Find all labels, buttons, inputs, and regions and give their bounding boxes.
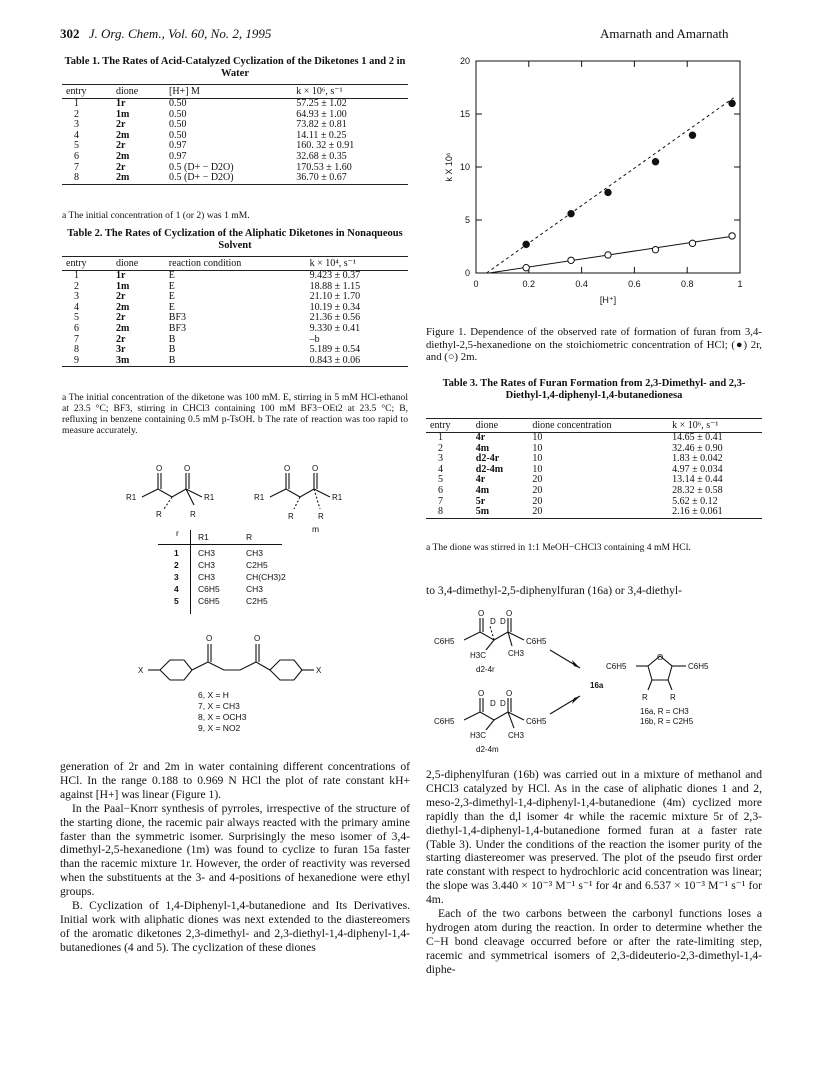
- table-cell: 14.65 ± 0.41: [672, 432, 723, 443]
- table-row: [426, 507, 762, 518]
- svg-text:X: X: [138, 666, 144, 675]
- sub-header-r: R: [246, 532, 253, 542]
- table-cell: 160. 32 ± 0.91: [296, 140, 355, 152]
- y-axis-label: k X 10⁶: [444, 152, 454, 182]
- table-row: [62, 99, 408, 110]
- table-cell: 1: [438, 432, 443, 443]
- table-cell: 1: [74, 270, 79, 281]
- table-cell: B: [168, 333, 176, 345]
- page-number: 302: [60, 26, 80, 41]
- table-cell: 3m: [112, 356, 165, 367]
- table-cell: 1r: [116, 98, 126, 109]
- svg-text:C6H5: C6H5: [434, 717, 455, 726]
- x-tick-label: 0: [473, 279, 479, 289]
- svg-text:R: R: [318, 512, 324, 521]
- t3-header-2: dione concentration: [528, 419, 668, 433]
- t1-header-2: [H+] M: [165, 85, 292, 99]
- svg-text:O: O: [184, 465, 191, 473]
- table-cell: 4r: [475, 432, 486, 443]
- t3-header-0: entry: [426, 419, 472, 433]
- table-cell: 0.97: [169, 140, 187, 152]
- svg-text:O: O: [506, 689, 513, 698]
- table1-caption: Table 1. The Rates of Acid-Catalyzed Cyclization of the Diketones 1 and 2 in Water: [64, 56, 406, 79]
- table-row: [62, 141, 408, 152]
- table3-caption: Table 3. The Rates of Furan Formation from 2,3-Dimethyl- and 2,3-Diethyl-1,4-diphenyl-1,4-butanedionesa: [442, 378, 746, 401]
- table2-footnote: a The initial concentration of the diketone was 100 mM. E, stirring in 5 mM HCl-ethanol at 23.5 °C; BF3, stirring in CHCl3 containing 100 mM BF3−OEt2 at 23.5 °C; B, refluxing in benzene containing 0.5 mM p-TsOH. b The rate of reaction was too rapid to measure accurately.: [62, 392, 408, 436]
- svg-text:O: O: [657, 653, 664, 662]
- table-cell: 7: [74, 161, 79, 173]
- table-cell: –b: [309, 333, 320, 345]
- table-cell: 2r: [115, 312, 126, 324]
- table-cell: 5: [74, 312, 79, 324]
- t1-header-0: entry: [62, 85, 112, 99]
- table-cell: 4r: [475, 474, 486, 486]
- data-point: [729, 233, 735, 239]
- svg-text:C6H5: C6H5: [688, 662, 709, 671]
- table-cell: 4m: [475, 442, 490, 454]
- svg-text:R1: R1: [126, 493, 137, 502]
- svg-text:C6H5: C6H5: [526, 717, 547, 726]
- table-cell: 20: [532, 484, 543, 496]
- svg-text:O: O: [254, 634, 261, 643]
- x-substituent: 9, X = NO2: [198, 723, 241, 733]
- table-row: [62, 356, 408, 367]
- table-cell: 3: [74, 291, 79, 303]
- table-cell: 4: [74, 301, 79, 313]
- table-cell: 3: [74, 119, 79, 131]
- data-point: [652, 246, 658, 252]
- table-cell: 2m: [116, 150, 130, 162]
- data-point: [652, 159, 658, 165]
- svg-text:R1: R1: [332, 493, 343, 502]
- svg-text:CH3: CH3: [508, 649, 525, 658]
- svg-text:O: O: [284, 465, 291, 473]
- journal-citation: J. Org. Chem., Vol. 60, No. 2, 1995: [88, 26, 272, 41]
- table-row: [62, 173, 408, 184]
- t1-header-3: k × 10⁶, s⁻¹: [292, 85, 408, 99]
- svg-text:CH3: CH3: [508, 731, 525, 740]
- table-cell: 32.68 ± 0.35: [296, 150, 347, 162]
- y-tick-label: 0: [464, 268, 470, 278]
- table-cell: 73.82 ± 0.81: [296, 119, 347, 131]
- svg-text:d2-4r: d2-4r: [476, 665, 495, 674]
- table-cell: 10.19 ± 0.34: [309, 301, 361, 313]
- data-point: [523, 241, 529, 247]
- table-cell: 1.83 ± 0.042: [672, 453, 723, 465]
- paragraph: In the Paal−Knorr synthesis of pyrroles, irrespective of the structure of the starting dione, the racemic pair always reacted with the primary amine faster than the symmetric isomer. Surprisingly the meso isomer of 3,4-dimethyl-2,5-hexanedione (1m) was found to cyclize to furan 15a faster than the racemic mixture 1r. However, the order of reactivity was reversed when the substituents at the 3- and 4-positions of hexanedione were ethyl groups.: [60, 801, 410, 899]
- table-row: [62, 271, 408, 282]
- table-cell: 6: [74, 322, 79, 334]
- svg-text:O: O: [312, 465, 319, 473]
- table-cell: 5m: [472, 507, 529, 518]
- table-cell: 0.50: [169, 129, 187, 141]
- deuterio-scheme: [430, 610, 760, 760]
- table-cell: 2r: [116, 119, 126, 131]
- table-cell: 18.88 ± 1.15: [309, 280, 361, 292]
- svg-text:O: O: [156, 465, 163, 473]
- table-cell: 36.70 ± 0.67: [292, 173, 408, 184]
- table-cell: 10: [532, 453, 543, 465]
- table-cell: 170.53 ± 1.60: [296, 161, 352, 173]
- table-cell: 2r: [115, 333, 126, 345]
- table1: [62, 84, 408, 185]
- table-cell: 21.10 ± 1.70: [309, 291, 361, 303]
- table-cell: E: [168, 291, 175, 303]
- paragraph: 2,5-diphenylfuran (16b) was carried out in a mixture of methanol and CHCl3 catalyzed by HCl. As in the case of aliphatic diones 1 and 2, meso-2,3-dimethyl-1,4-diphenyl-1,4-butanedione (4m) cyclized more rapidly than the d,l isomer 4r while the racemic mixture 5r of 2,3-diethyl-1,4-diphenyl-1,4-butanedione formed furan at a faster rate (Table 3). Under the conditions of the reaction the isomer purity of the starting diastereomer was preserved. The plot of the pseudo first order rate constant with respect to hydrochloric acid concentration was linear; the slope was 3.440 × 10⁻³ M⁻¹ s⁻¹ for 4r and 6.537 × 10⁻³ M⁻¹ s⁻¹ for 4m.: [426, 768, 762, 907]
- sub-header-r1: R1: [198, 532, 209, 542]
- paragraph: generation of 2r and 2m in water containing different concentrations of HCl. In the range 0.188 to 0.969 N HCl the plot of rate constant kH+ against [H+] was linear (Figure 1).: [60, 760, 410, 801]
- x-axis-label: [H⁺]: [599, 295, 617, 305]
- table-cell: 2m: [115, 322, 130, 334]
- t2-header-3: k × 10⁴, s⁻¹: [306, 257, 408, 271]
- data-point: [605, 189, 611, 195]
- svg-text:H3C: H3C: [470, 651, 487, 660]
- data-point: [523, 265, 529, 271]
- svg-text:16a, R = CH3: 16a, R = CH3: [640, 707, 689, 716]
- svg-text:R1: R1: [204, 493, 215, 502]
- table-cell: 0.50: [169, 108, 187, 120]
- y-tick-label: 20: [459, 56, 470, 66]
- svg-text:O: O: [478, 610, 485, 618]
- table2-caption: Table 2. The Rates of Cyclization of the Aliphatic Diketones in Nonaqueous Solvent: [67, 228, 403, 251]
- table-cell: 2m: [112, 173, 165, 184]
- table-cell: 20: [528, 507, 668, 518]
- table-cell: 1m: [115, 280, 130, 292]
- table-cell: 7: [438, 495, 443, 507]
- x-tick-label: 0.6: [628, 279, 641, 289]
- figure1-chart: [440, 55, 760, 320]
- x-tick-label: 0.8: [680, 279, 694, 289]
- table-row: [62, 152, 408, 163]
- table-cell: 3: [438, 453, 443, 465]
- table2: [62, 256, 408, 367]
- table-cell: d2-4m: [475, 463, 504, 475]
- svg-text:C6H5: C6H5: [434, 637, 455, 646]
- table3: [426, 418, 762, 519]
- svg-text:16a: 16a: [590, 681, 604, 690]
- svg-text:X: X: [316, 666, 322, 675]
- table-cell: 0.5 (D+ − D2O): [165, 173, 292, 184]
- svg-text:C6H5: C6H5: [606, 662, 627, 671]
- svg-text:C6H5: C6H5: [526, 637, 547, 646]
- table-cell: 0.843 ± 0.06: [306, 356, 408, 367]
- table-cell: B: [168, 344, 176, 356]
- y-tick-label: 5: [464, 215, 470, 225]
- table-cell: BF3: [168, 322, 187, 334]
- label-r: r: [176, 528, 179, 538]
- table-cell: 7: [74, 333, 79, 345]
- svg-text:D: D: [490, 617, 496, 626]
- figure1-caption: Figure 1. Dependence of the observed rate of formation of furan from 3,4-diethyl-2,5-hexanedione on the stoichiometric concentration of HCl; (●) 2r, and (○) 2m.: [426, 326, 762, 363]
- table-cell: 2.16 ± 0.061: [668, 507, 762, 518]
- data-point: [729, 100, 735, 106]
- running-header: [60, 26, 271, 42]
- table-cell: d2-4r: [475, 453, 500, 465]
- data-point: [568, 210, 574, 216]
- table-row: [62, 110, 408, 121]
- table-cell: 10: [532, 432, 543, 443]
- x-tick-label: 1: [737, 279, 743, 289]
- svg-text:D: D: [490, 699, 496, 708]
- table-cell: 20: [532, 474, 543, 486]
- svg-text:R: R: [642, 693, 648, 702]
- table-cell: 6: [74, 150, 79, 162]
- table-cell: 57.25 ± 1.02: [296, 98, 347, 109]
- table-cell: 0.97: [169, 150, 187, 162]
- svg-text:16b, R = C2H5: 16b, R = C2H5: [640, 717, 694, 726]
- table-cell: 3r: [115, 344, 126, 356]
- svg-text:O: O: [206, 634, 213, 643]
- table-cell: 2: [438, 442, 443, 454]
- table-cell: 21.36 ± 0.56: [309, 312, 361, 324]
- left-column-text: [60, 760, 410, 955]
- svg-text:H3C: H3C: [470, 731, 487, 740]
- t3-header-1: dione: [472, 419, 529, 433]
- table-cell: 0.50: [169, 98, 187, 109]
- t2-header-1: dione: [112, 257, 165, 271]
- table-cell: 1: [74, 98, 79, 109]
- svg-text:d2-4m: d2-4m: [476, 745, 499, 754]
- data-point: [568, 257, 574, 263]
- table-row: [62, 131, 408, 142]
- table-cell: 2: [74, 280, 79, 292]
- table-row: [426, 433, 762, 444]
- svg-text:O: O: [506, 610, 513, 618]
- table-cell: 13.14 ± 0.44: [672, 474, 723, 486]
- paragraph: B. Cyclization of 1,4-Diphenyl-1,4-butanedione and Its Derivatives. Initial work with aliphatic diones was next extended to the diastereomers of the aromatic diketones 2,3-dimethyl- and 2,3-diethyl-1,4-diphenyl-1,4-butanediones (4 and 5). The cyclization of these diones: [60, 899, 410, 954]
- table-cell: 10: [532, 442, 543, 454]
- table-cell: 2m: [116, 129, 130, 141]
- table-cell: 0.50: [169, 119, 187, 131]
- t2-header-0: entry: [62, 257, 112, 271]
- svg-text:R: R: [670, 693, 676, 702]
- table-row: [62, 120, 408, 131]
- table-cell: 2: [74, 108, 79, 120]
- table-cell: 2r: [115, 291, 126, 303]
- table-cell: E: [168, 301, 175, 313]
- table-cell: 10: [532, 463, 543, 475]
- data-point: [605, 252, 611, 258]
- table-cell: BF3: [168, 312, 187, 324]
- running-authors: Amarnath and Amarnath: [600, 26, 729, 41]
- table-cell: 5r: [475, 495, 486, 507]
- svg-text:R: R: [288, 512, 294, 521]
- y-tick-label: 10: [459, 162, 470, 172]
- table-cell: 4: [438, 463, 443, 475]
- y-tick-label: 15: [459, 109, 470, 119]
- table-cell: 4m: [475, 484, 490, 496]
- table-cell: 2m: [115, 301, 130, 313]
- table-cell: 32.46 ± 0.90: [672, 442, 723, 454]
- table1-footnote: a The initial concentration of 1 (or 2) was 1 mM.: [62, 210, 250, 221]
- svg-text:D: D: [500, 699, 506, 708]
- table-cell: 9.423 ± 0.37: [309, 270, 361, 281]
- table-cell: 1r: [115, 270, 126, 281]
- x-tick-label: 0.2: [522, 279, 536, 289]
- x-substituent-list: [198, 690, 246, 734]
- table-cell: 14.11 ± 0.25: [296, 129, 347, 141]
- diaryl-diketone-structure: [120, 630, 340, 694]
- t1-header-1: dione: [112, 85, 165, 99]
- svg-text:O: O: [478, 689, 485, 698]
- table-cell: E: [168, 270, 175, 281]
- svg-text:R: R: [156, 510, 162, 519]
- x-substituent: 7, X = CH3: [198, 701, 240, 711]
- table-cell: 8: [74, 344, 79, 356]
- data-point: [689, 132, 695, 138]
- table-cell: 5: [74, 140, 79, 152]
- table-cell: 5.62 ± 0.12: [672, 495, 718, 507]
- table-cell: B: [165, 356, 306, 367]
- table3-footnote: a The dione was stirred in 1:1 MeOH−CHCl3 containing 4 mM HCl.: [426, 542, 691, 553]
- x-substituent: 8, X = OCH3: [198, 712, 247, 722]
- table-cell: 4: [74, 129, 79, 141]
- table-cell: 9.330 ± 0.41: [309, 322, 361, 334]
- diketone-r-m-structures: [120, 465, 380, 525]
- svg-text:D: D: [500, 617, 506, 626]
- t2-header-2: reaction condition: [165, 257, 306, 271]
- table-cell: 9: [62, 356, 112, 367]
- table-cell: 8: [426, 507, 472, 518]
- table-cell: 5: [438, 474, 443, 486]
- svg-text:R: R: [190, 510, 196, 519]
- right-column-text: [426, 768, 762, 977]
- x-tick-label: 0.4: [575, 279, 588, 289]
- table-cell: 64.93 ± 1.00: [296, 108, 347, 120]
- table-cell: 28.32 ± 0.58: [672, 484, 723, 496]
- table-cell: 1m: [116, 108, 130, 120]
- table-row: [62, 324, 408, 335]
- table-row: [426, 486, 762, 497]
- table-cell: 4.97 ± 0.034: [672, 463, 723, 475]
- table-cell: 6: [438, 484, 443, 496]
- table-cell: 5.189 ± 0.54: [309, 344, 361, 356]
- table-cell: 8: [62, 173, 112, 184]
- right-text-intro: to 3,4-dimethyl-2,5-diphenylfuran (16a) or 3,4-diethyl-: [426, 584, 682, 597]
- table-row: [62, 163, 408, 174]
- label-m: m: [312, 524, 320, 534]
- t3-header-3: k × 10⁶, s⁻¹: [668, 419, 762, 433]
- x-substituent: 6, X = H: [198, 690, 229, 700]
- paragraph: Each of the two carbons between the carbonyl functions loses a hydrogen atom during the reaction. In order to determine whether the C−H bond cleavage occurred before or after the rate-limiting step, racemic and symmetrical isomers of 2,3-dideuterio-2,3-dimethyl-1,4-diphe-: [426, 907, 762, 976]
- table-cell: 2r: [116, 140, 126, 152]
- data-point: [689, 240, 695, 246]
- table-cell: 2r: [116, 161, 126, 173]
- table-cell: 20: [532, 495, 543, 507]
- table-cell: 0.5 (D+ − D2O): [169, 161, 234, 173]
- svg-text:R1: R1: [254, 493, 265, 502]
- table-cell: E: [168, 280, 175, 292]
